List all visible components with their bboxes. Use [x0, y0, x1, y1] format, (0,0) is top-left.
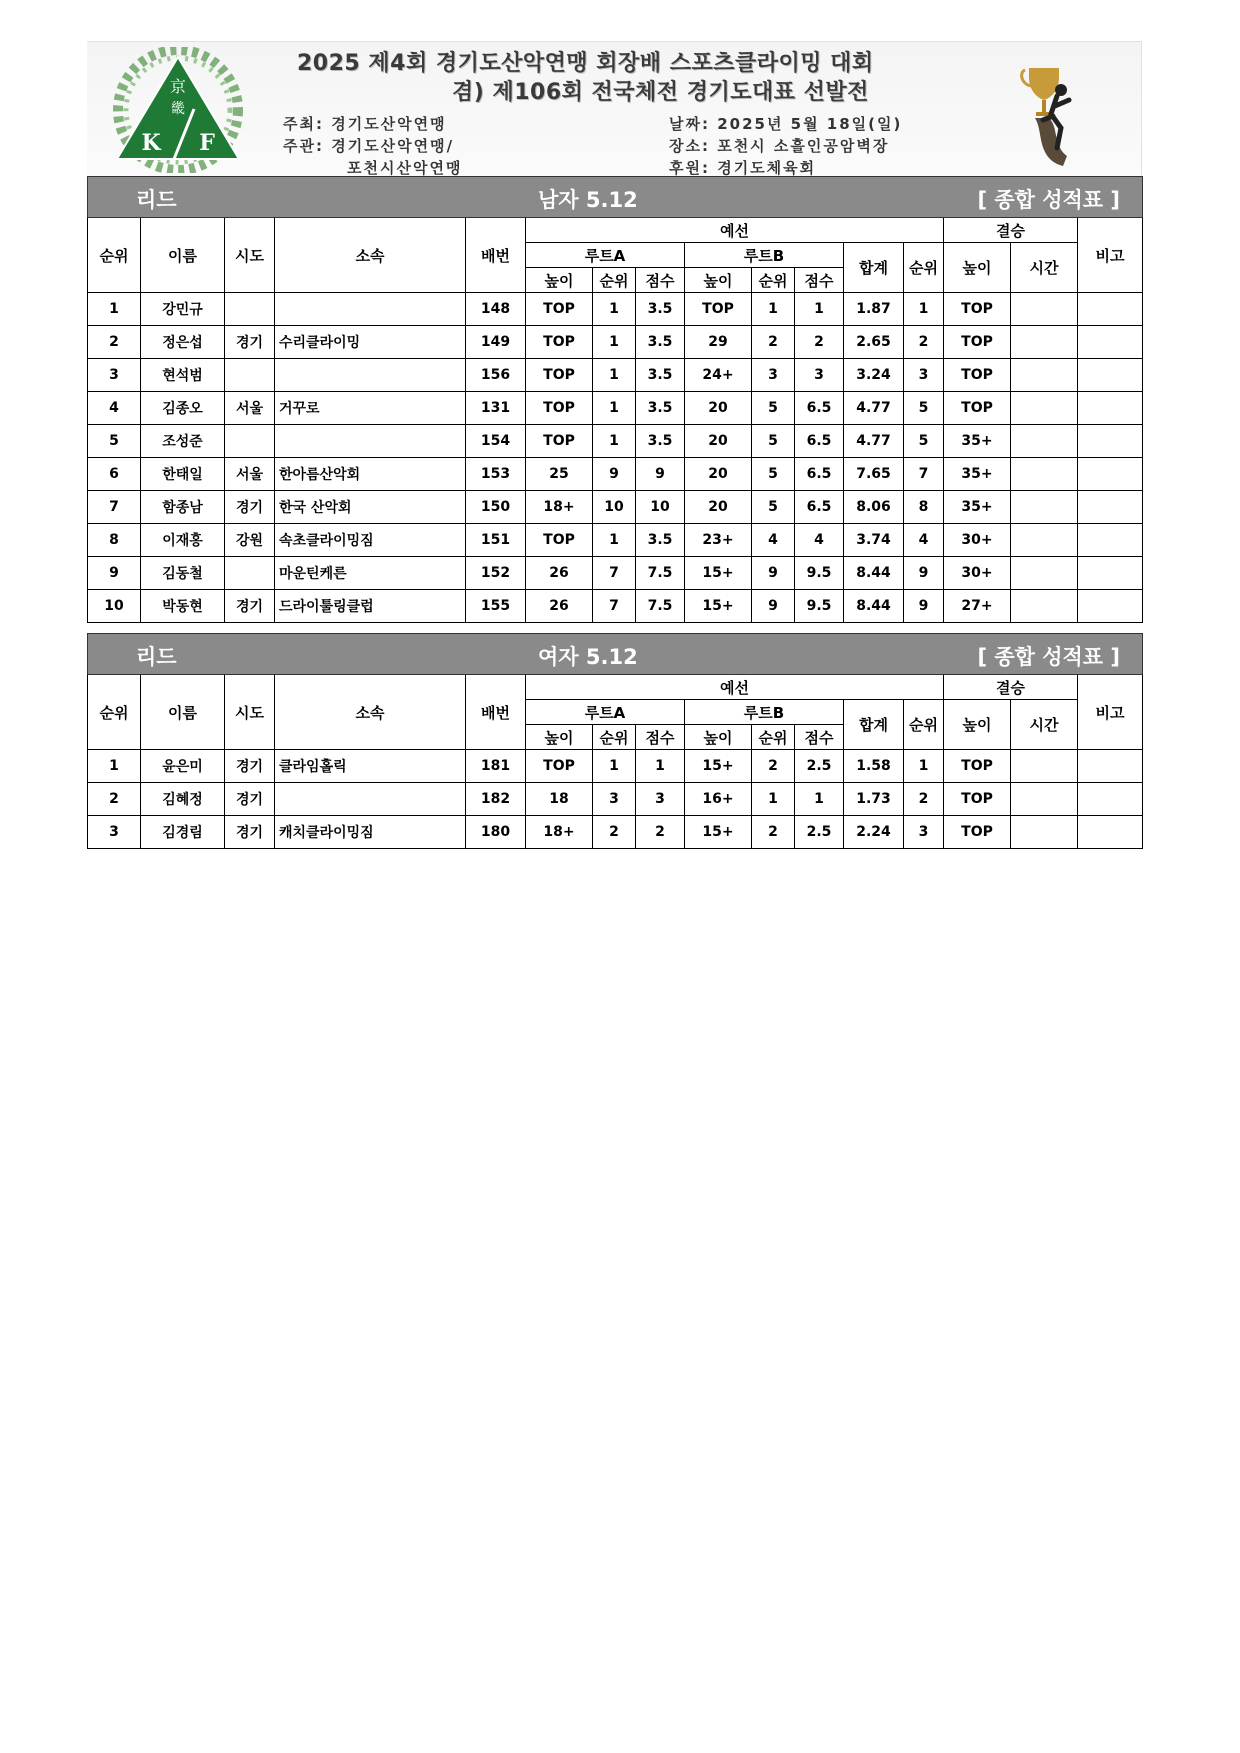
cell-a-height: TOP [526, 425, 593, 458]
cell-qual-rank: 3 [904, 359, 944, 392]
cell-note [1078, 750, 1143, 783]
cell-b-height: 15+ [685, 590, 752, 623]
cell-b-height: 16+ [685, 783, 752, 816]
table-row [88, 816, 1143, 849]
cell-a-rank: 1 [593, 524, 636, 557]
cell-final-time [1011, 816, 1078, 849]
col-b-score: 점수 [795, 725, 844, 750]
cell-b-rank: 5 [752, 425, 795, 458]
col-a-rank: 순위 [593, 268, 636, 293]
cell-total: 2.65 [844, 326, 904, 359]
cell-qual-rank: 9 [904, 557, 944, 590]
cell-name: 김동철 [141, 557, 225, 590]
cell-bib: 154 [466, 425, 526, 458]
col-name: 이름 [141, 218, 225, 293]
header-banner [87, 41, 1142, 178]
cell-a-score: 3 [636, 783, 685, 816]
results-label: [ 종합 성적표 ] [977, 188, 1120, 212]
col-qual-rank: 순위 [904, 243, 944, 293]
cell-a-score: 3.5 [636, 293, 685, 326]
table-row [88, 425, 1143, 458]
cell-team: 캐치클라이밍짐 [275, 816, 466, 849]
cell-a-score: 3.5 [636, 392, 685, 425]
cell-a-score: 7.5 [636, 590, 685, 623]
cell-rank: 4 [88, 392, 141, 425]
cell-note [1078, 425, 1143, 458]
organizer-text: 주최: 경기도산악연맹 [283, 115, 447, 133]
cell-a-rank: 7 [593, 590, 636, 623]
cell-b-rank: 2 [752, 816, 795, 849]
cell-rank: 2 [88, 783, 141, 816]
cell-qual-rank: 7 [904, 458, 944, 491]
cell-final-time [1011, 524, 1078, 557]
cell-qual-rank: 2 [904, 783, 944, 816]
discipline-label: 리드 [136, 188, 177, 212]
cell-region [225, 557, 275, 590]
cell-a-height: TOP [526, 326, 593, 359]
logo-char-2: 畿 [171, 101, 185, 117]
cell-final-height: TOP [944, 326, 1011, 359]
cell-a-height: 25 [526, 458, 593, 491]
cell-team: 수리클라이밍 [275, 326, 466, 359]
cell-region: 경기 [225, 816, 275, 849]
col-route-a: 루트A [526, 243, 685, 268]
cell-final-height: TOP [944, 783, 1011, 816]
cell-a-height: TOP [526, 392, 593, 425]
col-final-time: 시간 [1011, 243, 1078, 293]
col-qualification: 예선 [526, 218, 944, 243]
cell-a-height: 18+ [526, 816, 593, 849]
cell-a-score: 3.5 [636, 326, 685, 359]
logo-char-1: 京 [169, 77, 187, 96]
cell-region: 경기 [225, 326, 275, 359]
cell-rank: 2 [88, 326, 141, 359]
col-a-rank: 순위 [593, 725, 636, 750]
col-final: 결승 [944, 218, 1078, 243]
discipline-label: 리드 [136, 645, 177, 669]
cell-b-score: 1 [795, 783, 844, 816]
cell-total: 1.58 [844, 750, 904, 783]
table-row [88, 524, 1143, 557]
cell-final-height: 35+ [944, 491, 1011, 524]
cell-a-rank: 10 [593, 491, 636, 524]
cell-region: 경기 [225, 590, 275, 623]
cell-region: 강원 [225, 524, 275, 557]
col-note: 비고 [1078, 675, 1143, 750]
cell-b-score: 6.5 [795, 458, 844, 491]
cell-bib: 149 [466, 326, 526, 359]
cell-b-rank: 9 [752, 590, 795, 623]
cell-a-score: 3.5 [636, 359, 685, 392]
cell-a-rank: 2 [593, 816, 636, 849]
cell-final-height: TOP [944, 392, 1011, 425]
cell-a-height: TOP [526, 359, 593, 392]
cell-qual-rank: 3 [904, 816, 944, 849]
cell-a-score: 3.5 [636, 425, 685, 458]
cell-bib: 151 [466, 524, 526, 557]
cell-final-time [1011, 293, 1078, 326]
cell-team: 드라이툴링클럽 [275, 590, 466, 623]
venue-text: 장소: 포천시 소흘인공암벽장 [669, 137, 890, 155]
cell-rank: 9 [88, 557, 141, 590]
cell-region [225, 293, 275, 326]
cell-bib: 156 [466, 359, 526, 392]
col-team: 소속 [275, 675, 466, 750]
cell-b-height: 23+ [685, 524, 752, 557]
cell-final-height: TOP [944, 359, 1011, 392]
cell-name: 이재홍 [141, 524, 225, 557]
cell-total: 4.77 [844, 425, 904, 458]
cell-region: 서울 [225, 392, 275, 425]
col-b-height: 높이 [685, 268, 752, 293]
col-b-rank: 순위 [752, 725, 795, 750]
cell-b-height: 20 [685, 458, 752, 491]
cell-a-rank: 9 [593, 458, 636, 491]
col-b-score: 점수 [795, 268, 844, 293]
table-row [88, 458, 1143, 491]
cell-final-time [1011, 750, 1078, 783]
cell-b-rank: 4 [752, 524, 795, 557]
men-results-table [87, 176, 1143, 623]
table-row [88, 557, 1143, 590]
cell-qual-rank: 5 [904, 392, 944, 425]
cell-a-score: 9 [636, 458, 685, 491]
cell-b-height: 24+ [685, 359, 752, 392]
cell-b-score: 1 [795, 293, 844, 326]
cell-team: 한국 산악회 [275, 491, 466, 524]
cell-team: 거꾸로 [275, 392, 466, 425]
header-row-1 [88, 675, 1143, 700]
cell-a-score: 1 [636, 750, 685, 783]
cell-b-score: 6.5 [795, 392, 844, 425]
table-row [88, 590, 1143, 623]
cell-note [1078, 293, 1143, 326]
cell-b-rank: 3 [752, 359, 795, 392]
cell-total: 4.77 [844, 392, 904, 425]
cell-qual-rank: 1 [904, 750, 944, 783]
cell-b-score: 4 [795, 524, 844, 557]
host-text: 주관: 경기도산악연맹/ [283, 137, 455, 155]
cell-team: 클라임홀릭 [275, 750, 466, 783]
federation-logo [89, 47, 267, 173]
cell-qual-rank: 5 [904, 425, 944, 458]
cell-b-score: 9.5 [795, 557, 844, 590]
table-row [88, 326, 1143, 359]
col-final-height: 높이 [944, 243, 1011, 293]
cell-note [1078, 524, 1143, 557]
cell-final-height: TOP [944, 750, 1011, 783]
cell-qual-rank: 2 [904, 326, 944, 359]
climber-trophy-icon [1017, 60, 1087, 170]
cell-b-score: 3 [795, 359, 844, 392]
cell-region: 서울 [225, 458, 275, 491]
cell-bib: 181 [466, 750, 526, 783]
table-row [88, 491, 1143, 524]
cell-final-height: 27+ [944, 590, 1011, 623]
cell-a-height: 18+ [526, 491, 593, 524]
cell-team [275, 783, 466, 816]
cell-bib: 148 [466, 293, 526, 326]
col-region: 시도 [225, 218, 275, 293]
host2-text: 포천시산악연맹 [347, 159, 463, 177]
cell-final-time [1011, 557, 1078, 590]
col-a-height: 높이 [526, 268, 593, 293]
cell-final-time [1011, 359, 1078, 392]
cell-b-score: 2.5 [795, 816, 844, 849]
cell-a-rank: 1 [593, 293, 636, 326]
cell-b-score: 2 [795, 326, 844, 359]
cell-b-height: 29 [685, 326, 752, 359]
cell-region [225, 425, 275, 458]
cell-total: 3.24 [844, 359, 904, 392]
table-row [88, 392, 1143, 425]
cell-rank: 1 [88, 750, 141, 783]
cell-total: 7.65 [844, 458, 904, 491]
cell-name: 강민규 [141, 293, 225, 326]
col-a-height: 높이 [526, 725, 593, 750]
col-route-b: 루트B [685, 243, 844, 268]
cell-b-score: 9.5 [795, 590, 844, 623]
cell-bib: 150 [466, 491, 526, 524]
cell-final-height: 30+ [944, 524, 1011, 557]
category-label: 남자 5.12 [538, 188, 638, 212]
cell-final-time [1011, 491, 1078, 524]
col-qualification: 예선 [526, 675, 944, 700]
cell-qual-rank: 1 [904, 293, 944, 326]
cell-rank: 10 [88, 590, 141, 623]
col-region: 시도 [225, 675, 275, 750]
cell-region: 경기 [225, 750, 275, 783]
cell-name: 정은섭 [141, 326, 225, 359]
cell-rank: 5 [88, 425, 141, 458]
cell-final-height: 30+ [944, 557, 1011, 590]
cell-final-height: TOP [944, 293, 1011, 326]
event-subtitle: 겸) 제106회 전국체전 경기도대표 선발전 [452, 80, 869, 105]
col-a-score: 점수 [636, 268, 685, 293]
cell-team [275, 293, 466, 326]
cell-total: 2.24 [844, 816, 904, 849]
date-text: 날짜: 2025년 5월 18일(일) [669, 115, 903, 133]
cell-final-time [1011, 590, 1078, 623]
cell-a-rank: 1 [593, 392, 636, 425]
cell-name: 윤은미 [141, 750, 225, 783]
cell-b-height: 20 [685, 491, 752, 524]
cell-region [225, 359, 275, 392]
table-row [88, 750, 1143, 783]
section-bar [88, 634, 1143, 675]
logo-char-4: F [199, 130, 215, 156]
header-row-1 [88, 218, 1143, 243]
cell-bib: 180 [466, 816, 526, 849]
results-label: [ 종합 성적표 ] [977, 645, 1120, 669]
col-final-time: 시간 [1011, 700, 1078, 750]
cell-b-height: 20 [685, 392, 752, 425]
cell-region: 경기 [225, 783, 275, 816]
cell-b-height: 20 [685, 425, 752, 458]
cell-rank: 3 [88, 816, 141, 849]
col-qual-rank: 순위 [904, 700, 944, 750]
col-note: 비고 [1078, 218, 1143, 293]
col-b-height: 높이 [685, 725, 752, 750]
cell-total: 8.44 [844, 590, 904, 623]
cell-a-score: 7.5 [636, 557, 685, 590]
cell-a-height: TOP [526, 293, 593, 326]
sponsor-text: 후원: 경기도체육회 [669, 159, 817, 177]
cell-note [1078, 557, 1143, 590]
cell-bib: 155 [466, 590, 526, 623]
col-team: 소속 [275, 218, 466, 293]
col-route-a: 루트A [526, 700, 685, 725]
cell-note [1078, 590, 1143, 623]
cell-final-height: 35+ [944, 458, 1011, 491]
cell-name: 박동현 [141, 590, 225, 623]
cell-a-height: 26 [526, 590, 593, 623]
cell-name: 조성준 [141, 425, 225, 458]
cell-qual-rank: 8 [904, 491, 944, 524]
cell-total: 8.06 [844, 491, 904, 524]
cell-qual-rank: 9 [904, 590, 944, 623]
table-row [88, 293, 1143, 326]
cell-bib: 153 [466, 458, 526, 491]
cell-bib: 131 [466, 392, 526, 425]
women-results-table [87, 633, 1143, 849]
cell-a-score: 3.5 [636, 524, 685, 557]
cell-b-rank: 1 [752, 293, 795, 326]
logo-char-3: K [141, 130, 161, 156]
cell-b-rank: 9 [752, 557, 795, 590]
cell-final-height: TOP [944, 816, 1011, 849]
cell-a-rank: 7 [593, 557, 636, 590]
table-row [88, 359, 1143, 392]
cell-name: 김혜정 [141, 783, 225, 816]
cell-a-score: 2 [636, 816, 685, 849]
cell-b-rank: 1 [752, 783, 795, 816]
cell-team [275, 425, 466, 458]
cell-team: 속초클라이밍짐 [275, 524, 466, 557]
cell-team: 한아름산악회 [275, 458, 466, 491]
cell-b-height: 15+ [685, 557, 752, 590]
cell-total: 3.74 [844, 524, 904, 557]
cell-total: 1.87 [844, 293, 904, 326]
cell-b-rank: 5 [752, 491, 795, 524]
col-name: 이름 [141, 675, 225, 750]
col-bib: 배번 [466, 675, 526, 750]
col-total: 합계 [844, 243, 904, 293]
cell-a-rank: 1 [593, 326, 636, 359]
cell-final-time [1011, 458, 1078, 491]
cell-a-height: TOP [526, 524, 593, 557]
cell-name: 김종오 [141, 392, 225, 425]
cell-a-rank: 3 [593, 783, 636, 816]
cell-note [1078, 359, 1143, 392]
cell-a-height: TOP [526, 750, 593, 783]
category-label: 여자 5.12 [538, 645, 638, 669]
col-a-score: 점수 [636, 725, 685, 750]
cell-final-height: 35+ [944, 425, 1011, 458]
cell-rank: 3 [88, 359, 141, 392]
cell-note [1078, 392, 1143, 425]
cell-bib: 152 [466, 557, 526, 590]
cell-b-score: 6.5 [795, 425, 844, 458]
cell-b-rank: 2 [752, 750, 795, 783]
cell-note [1078, 816, 1143, 849]
cell-rank: 8 [88, 524, 141, 557]
cell-final-time [1011, 392, 1078, 425]
cell-note [1078, 326, 1143, 359]
cell-final-time [1011, 326, 1078, 359]
cell-final-time [1011, 425, 1078, 458]
cell-a-rank: 1 [593, 425, 636, 458]
cell-note [1078, 783, 1143, 816]
cell-b-height: 15+ [685, 750, 752, 783]
cell-region: 경기 [225, 491, 275, 524]
col-rank: 순위 [88, 218, 141, 293]
cell-b-height: 15+ [685, 816, 752, 849]
cell-a-score: 10 [636, 491, 685, 524]
table-row [88, 783, 1143, 816]
col-bib: 배번 [466, 218, 526, 293]
cell-rank: 7 [88, 491, 141, 524]
cell-team: 마운틴케른 [275, 557, 466, 590]
cell-b-rank: 2 [752, 326, 795, 359]
cell-b-score: 6.5 [795, 491, 844, 524]
section-bar [88, 177, 1143, 218]
cell-name: 함종남 [141, 491, 225, 524]
cell-name: 김경림 [141, 816, 225, 849]
cell-b-rank: 5 [752, 458, 795, 491]
cell-total: 1.73 [844, 783, 904, 816]
event-title: 2025 제4회 경기도산악연맹 회장배 스포츠클라이밍 대회 [297, 51, 874, 76]
cell-name: 한태일 [141, 458, 225, 491]
cell-a-height: 18 [526, 783, 593, 816]
cell-team [275, 359, 466, 392]
cell-a-rank: 1 [593, 750, 636, 783]
cell-a-height: 26 [526, 557, 593, 590]
cell-bib: 182 [466, 783, 526, 816]
cell-note [1078, 491, 1143, 524]
cell-qual-rank: 4 [904, 524, 944, 557]
cell-note [1078, 458, 1143, 491]
cell-a-rank: 1 [593, 359, 636, 392]
col-final-height: 높이 [944, 700, 1011, 750]
cell-rank: 6 [88, 458, 141, 491]
col-final: 결승 [944, 675, 1078, 700]
cell-total: 8.44 [844, 557, 904, 590]
cell-b-score: 2.5 [795, 750, 844, 783]
cell-b-rank: 5 [752, 392, 795, 425]
col-route-b: 루트B [685, 700, 844, 725]
col-rank: 순위 [88, 675, 141, 750]
cell-b-height: TOP [685, 293, 752, 326]
cell-name: 현석범 [141, 359, 225, 392]
col-total: 합계 [844, 700, 904, 750]
cell-rank: 1 [88, 293, 141, 326]
cell-final-time [1011, 783, 1078, 816]
col-b-rank: 순위 [752, 268, 795, 293]
